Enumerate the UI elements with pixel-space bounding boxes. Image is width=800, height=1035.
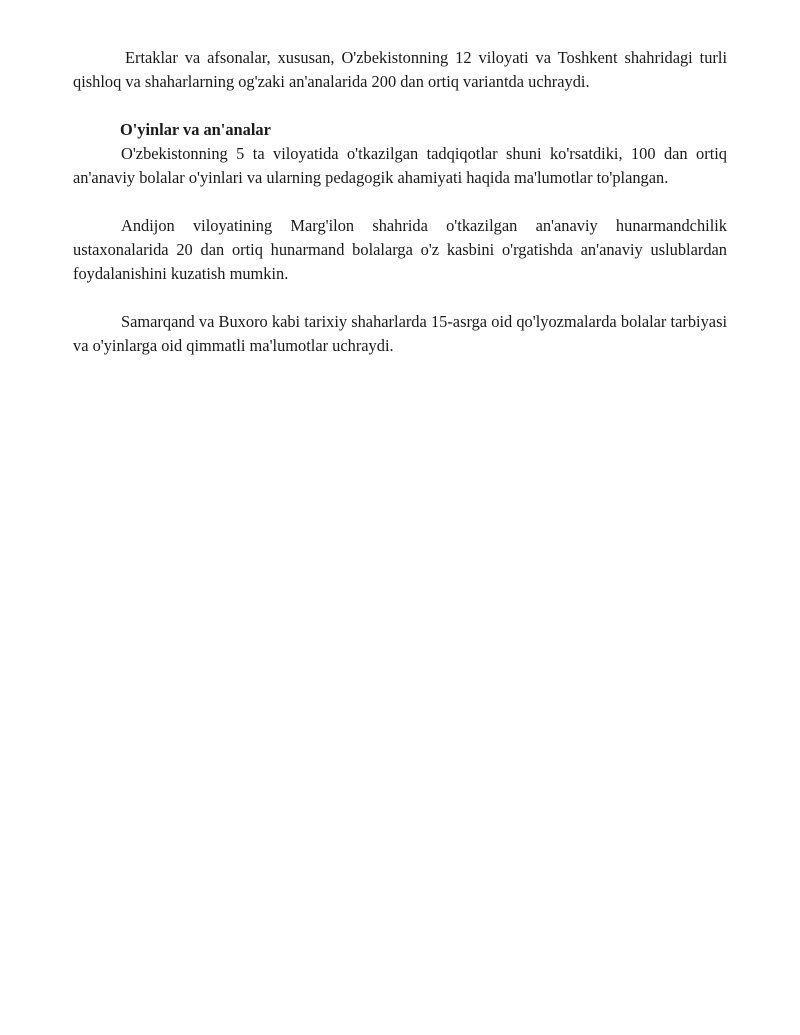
paragraph-crafts-workshops: Andijon viloyatining Marg'ilon shahrida o'tkazilgan an'anaviy hunarmandchilik ustaxonalarida 20 dan ortiq hunarmand bolalarga o'z kasbini o'rgatishda an'anaviy uslublardan foydalanishini kuzatish mumkin. bbox=[73, 216, 727, 283]
document-body bbox=[73, 46, 727, 358]
paragraph-spacer bbox=[73, 190, 727, 214]
paragraph-folk-tales: Ertaklar va afsonalar, xususan, O'zbekistonning 12 viloyati va Toshkent shahridagi turli qishloq va shaharlarning og'zaki an'analarida 200 dan ortiq variantda uchraydi. bbox=[73, 48, 727, 91]
paragraph-spacer bbox=[73, 94, 727, 118]
paragraph-historical-manuscripts: Samarqand va Buxoro kabi tarixiy shaharlarda 15-asrga oid qo'lyozmalarda bolalar tarbiyasi va o'yinlarga oid qimmatli ma'lumotlar uchraydi. bbox=[73, 312, 727, 355]
section-heading: O'yinlar va an'analar bbox=[120, 120, 271, 139]
paragraph-games-research: O'zbekistonning 5 ta viloyatida o'tkazilgan tadqiqotlar shuni ko'rsatdiki, 100 dan ortiq an'anaviy bolalar o'yinlari va ularning pedagogik ahamiyati haqida ma'lumotlar to'plangan. bbox=[73, 144, 727, 187]
paragraph-spacer bbox=[73, 286, 727, 310]
